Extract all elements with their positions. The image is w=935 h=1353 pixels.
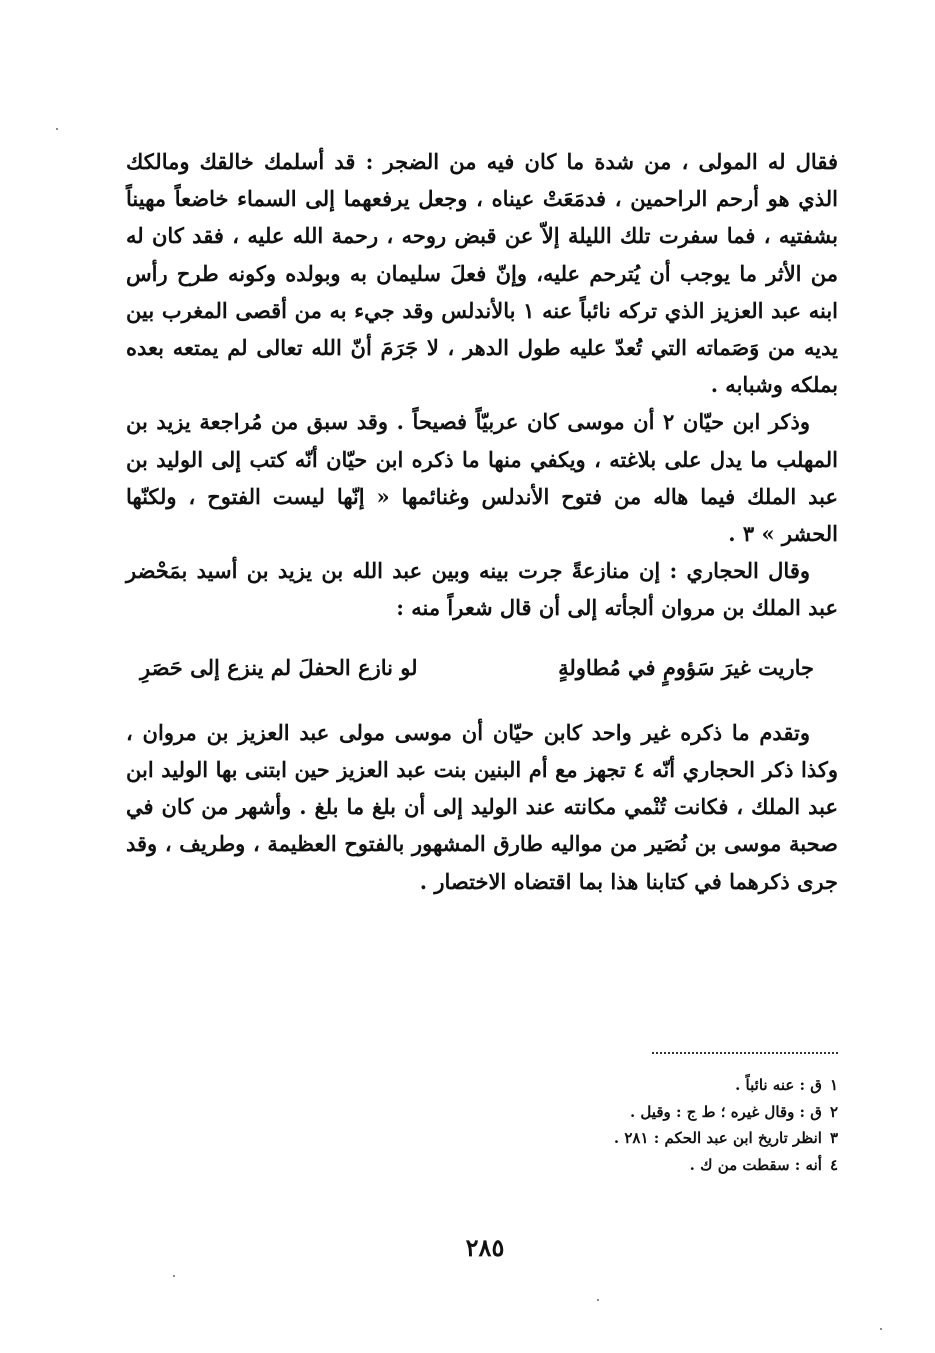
footnote: [470, 1125, 838, 1152]
footnote-text: انظر تاريخ ابن عبد الحكم : ٢٨١ .: [613, 1129, 822, 1147]
paragraph-4: وتقدم ما ذكره غير واحد كابن حيّان أن موسى مولى عبد العزيز بن مروان ، وكذا ذكر الحجاري أنّه ٤ تجهز مع أم البنين بنت عبد العزيز حين ابتنى بها الوليد ابن عبد الملك ، فكانت تُنْمي مكانته عند الوليد إلى أن بلغ ما بلغ . وأشهر من كان في صحبة موسى بن نُصَير من مواليه طارق المشهور بالفتوح العظيمة ، وطريف ، وقد جرى ذكرهما في كتابنا هذا بما اقتضاه الاختصار .: [126, 719, 838, 894]
footnote-text: ق : عنه نائباً .: [735, 1076, 822, 1094]
paragraph-1: فقال له المولى ، من شدة ما كان فيه من الضجر : قد أسلمك خالقك ومالكك الذي هو أرحم الراحمين ، فدمَعَتْ عيناه ، وجعل يرفعهما إلى السماء خاضعاً مهيناً بشفتيه ، فما سفرت تلك الليلة إلاّ عن قبض روحه ، رحمة الله عليه ، فقد كان له من الأثر ما يوجب أن يُترحم عليه، وإنّ فعلَ سليمان به وبولده وكونه طرح رأس ابنه عبد العزيز الذي تركه نائباً عنه ١ بالأندلس وقد جيء به من أقصى المغرب بين يديه من وَصَماته التي تُعدّ عليه طول الدهر ، لا جَرَمَ أنّ الله تعالى لم يمتعه بعده بملكه وشبابه .: [126, 149, 838, 398]
footnote: [470, 1152, 838, 1179]
paragraph-2: وذكر ابن حيّان ٢ أن موسى كان عربيّاً فصيحاً . وقد سبق من مُراجعة يزيد بن المهلب ما يدل على بلاغته ، ويكفي منها ما ذكره ابن حيّان أنّه كتب إلى الوليد بن عبد الملك فيما هاله من فتوح الأندلس وغنائمها « إنّها ليست الفتوح ، ولكنّها الحشر » ٣ .: [126, 409, 838, 547]
scan-speck: [880, 1328, 882, 1330]
page-number: ٢٨٥: [465, 1233, 505, 1262]
footnotes-list: [470, 1072, 838, 1178]
scan-speck: [173, 1275, 175, 1277]
footnote: [470, 1072, 838, 1099]
main-text: [126, 143, 838, 900]
poetry-verse: [126, 649, 838, 686]
scan-speck: [56, 128, 58, 130]
verse-first-hemistich: جاريت غيرَ سَؤومٍ في مُطاولةٍ: [558, 654, 814, 680]
footnote: [470, 1099, 838, 1126]
footnote-text: أنه : سقطت من ك .: [689, 1155, 822, 1174]
footnote-number: ٣: [829, 1129, 838, 1147]
footnote-number: ٢: [829, 1102, 838, 1121]
verse-second-hemistich: لو نازع الحفلَ لم ينزع إلى حَصَرِ: [140, 654, 418, 680]
footnote-text: ق : وقال غيره ؛ ط ج : وقيل .: [629, 1102, 822, 1121]
paragraph-3: وقال الحجاري : إن منازعةً جرت بينه وبين عبد الله بن يزيد بن أسيد بمَحْضر عبد الملك بن مروان ألجأته إلى أن قال شعراً منه :: [126, 558, 838, 621]
footnote-number: ١: [829, 1076, 838, 1094]
footnote-number: ٤: [829, 1155, 838, 1174]
footnote-separator: [652, 1052, 838, 1054]
scan-speck: [597, 1299, 599, 1301]
